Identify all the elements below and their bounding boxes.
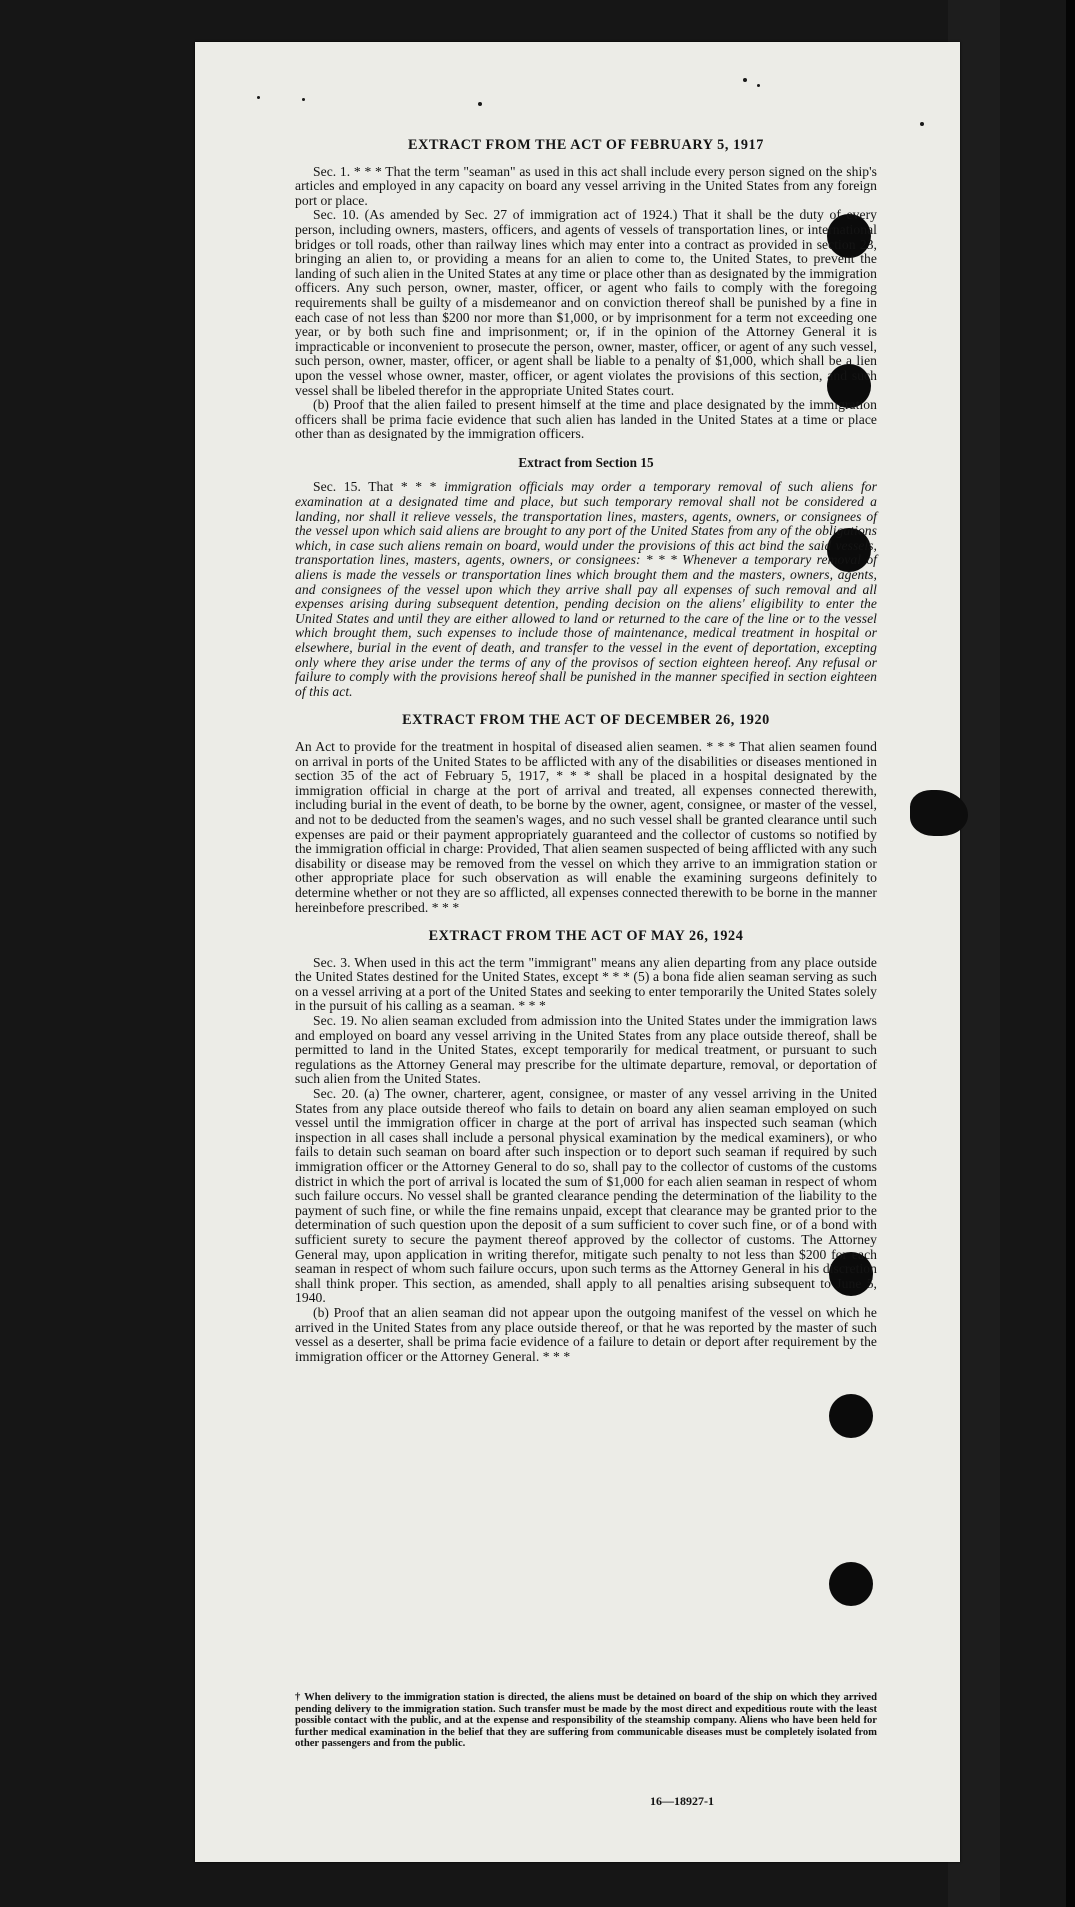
dust-speck	[257, 96, 260, 99]
paragraph: An Act to provide for the treatment in hospital of diseased alien seamen. * * * That alien seamen found on arrival in ports of the United States to be afflicted with any of the disabilities or diseases mentioned in section 35 of the act of February 5, 1917, * * * shall be placed in a hospital designated by the immigration official in charge at the port of arrival and treated, all expenses connected therewith, including burial in the event of death, to be borne by the owner, agent, consignee, or master of the vessel, and not to be deducted from the seamen's wages, and no such vessel shall be granted clearance until such expenses are paid or their payment appropriately guaranteed and the collector of customs so notified by the immigration official in charge: Provided, That alien seamen suspected of being afflicted with any such disability or disease may be removed from the vessel on which they arrive to an immigration station or other appropriate place for such observation as will enable the examining surgeons definitely to determine whether or not they are so afflicted, all expenses connected therewith to be borne in the manner hereinbefore prescribed. * * *	[295, 738, 877, 915]
paragraph: (b) Proof that the alien failed to present himself at the time and place designated by the immigration officers shall be prima facie evidence that such alien has landed in the United States at a time or place other than as designated by the immigration officers.	[295, 397, 877, 442]
paragraph: Sec. 20. (a) The owner, charterer, agent, consignee, or master of any vessel arriving in the United States from any place outside thereof who fails to detain on board any alien seaman employed on such vessel until the immigration officer in charge at the port of arrival has inspected such seaman (which inspection in all cases shall include a personal physical examination by the medical examiners), or who fails to detain such seaman on board after such inspection or to deport such seaman if required by such immigration officer or the Attorney General to do so, shall pay to the collector of customs of the customs district in which the port of arrival is located the sum of $1,000 for each alien seaman in respect of whom such failure occurs. No vessel shall be granted clearance pending the determination of the liability to the payment of such fine, or while the fine remains unpaid, except that clearance may be granted prior to the determination of such question upon the deposit of a sum sufficient to cover such fine, or of a bond with sufficient surety to secure the payment thereof approved by the collector of customs. The Attorney General may, upon application in writing therefor, mitigate such penalty to not less than $200 for each seaman in respect of whom such failure occurs, upon such terms as the Attorney General in his discretion shall think proper. This section, as amended, shall apply to all penalties arising subsequent to June 5, 1940.	[295, 1086, 877, 1306]
dust-speck	[757, 84, 760, 87]
document-number: 16—18927-1	[650, 1794, 714, 1808]
scan-edge	[1066, 0, 1075, 1907]
paragraph: Sec. 19. No alien seaman excluded from admission into the United States under the immigration laws and employed on board any vessel arriving in the United States from any place outside thereof, shall be permitted to land in the United States, except temporarily for medical treatment, or pursuant to such regulations as the Attorney General may prescribe for the ultimate departure, removal, or deportation of such alien from the United States.	[295, 1013, 877, 1087]
section-feb-1917	[295, 138, 877, 442]
paragraph: Sec. 3. When used in this act the term "immigrant" means any alien departing from any place outside the United States destined for the United States, except * * * (5) a bona fide alien seaman serving as such on a vessel arriving at a port of the United States and seeking to enter temporarily the United States solely in the pursuit of his calling as a seaman. * * *	[295, 954, 877, 1014]
paragraph: (b) Proof that an alien seaman did not appear upon the outgoing manifest of the vessel on which he arrived in the United States from any place outside thereof, or that he was reported by the master of such vessel as a deserter, shall be prima facie evidence of a failure to detain or deport after requirement by the immigration officer or the Attorney General. * * *	[295, 1304, 877, 1364]
subsection-heading: Extract from Section 15	[518, 454, 654, 470]
footnote: † When delivery to the immigration station is directed, the aliens must be detained on board of the ship on which they arrived pending delivery to the immigration station. Such transfer must be made by the most direct and expeditious route with the least possible contact with the public, and at the expense and responsibility of the steamship company. Aliens who have been held for further medical examination in the belief that they are suffering from communicable diseases must be completely isolated from other passengers and from the public.	[295, 1692, 877, 1750]
paragraph	[295, 480, 877, 699]
section-heading: EXTRACT FROM THE ACT OF DECEMBER 26, 1920	[402, 712, 770, 729]
dust-speck	[743, 78, 747, 82]
section-may-1924	[295, 929, 877, 1364]
section-heading: EXTRACT FROM THE ACT OF MAY 26, 1924	[428, 928, 744, 945]
dust-speck	[920, 122, 924, 126]
paragraph: Sec. 1. * * * That the term "seaman" as used in this act shall include every person signed on the ship's articles and employed in any capacity on board any vessel arriving in the United States from any foreign port or place.	[295, 163, 877, 208]
dust-speck	[478, 102, 482, 106]
dust-speck	[302, 98, 305, 101]
section-dec-1920	[295, 713, 877, 915]
punch-hole	[829, 1562, 873, 1606]
section-lead: Sec. 15. That * * *	[313, 479, 444, 495]
document-body	[295, 138, 877, 1378]
section-15-extract	[295, 456, 877, 700]
italic-text: immigration officials may order a temporary removal of such aliens for examination at a designated time and place, but such temporary removal shall not be considered a landing, nor shall it relieve vessels, the transportation lines, masters, agents, owners, or consignees of the vessel upon which said aliens are brought to any port of the United States from any of the obligations which, in case such aliens remain on board, would under the provisions of this act bind the said vessels, transportation lines, masters, agents, owners, or consignees: * * * Whenever a temporary removal of aliens is made the vessels or transportation lines which brought them and the masters, owners, agents, and consignees of the vessel upon which they arrive shall pay all expenses of such removal and all expenses arising during subsequent detention, pending decision on the aliens' eligibility to enter the United States and until they are either allowed to land or returned to the care of the line or to the vessel which brought them, such expenses to include those of maintenance, medical treatment in hospital or elsewhere, burial in the event of death, and transfer to the vessel in the event of deportation, excepting only where they arise under the terms of any of the provisos of section eighteen hereof. Any refusal or failure to comply with the provisions hereof shall be punished in the manner specified in section eighteen of this act.	[295, 479, 877, 699]
paper-clip-shadow	[910, 790, 968, 836]
paragraph: Sec. 10. (As amended by Sec. 27 of immigration act of 1924.) That it shall be the duty of every person, including owners, masters, officers, and agents of vessels of transportation lines, or international bridges or toll roads, other than railway lines which may enter into a contract as provided in section 23, bringing an alien to, or providing a means for an alien to come to, the United States, to prevent the landing of such alien in the United States at any time or place other than as designated by the immigration officers. Any such person, owner, master, officer, or agent who fails to comply with the foregoing requirements shall be guilty of a misdemeanor and on conviction thereof shall be punished by a fine in each case of not less than $200 nor more than $1,000, or by imprisonment for a term not exceeding one year, or by both such fine and imprisonment; or, if in the opinion of the Attorney General it is impracticable or inconvenient to prosecute the person, owner, master, officer, or agent of any such vessel, such person, owner, master, officer, or agent shall be liable to a penalty of $1,000, which shall be a lien upon the vessel whose owner, master, officer, or agent violates the provisions of this section, and such vessel shall be libeled therefor in the appropriate United States court.	[295, 207, 877, 398]
punch-hole	[829, 1394, 873, 1438]
section-heading: EXTRACT FROM THE ACT OF FEBRUARY 5, 1917	[408, 137, 764, 153]
document-page	[195, 42, 960, 1862]
